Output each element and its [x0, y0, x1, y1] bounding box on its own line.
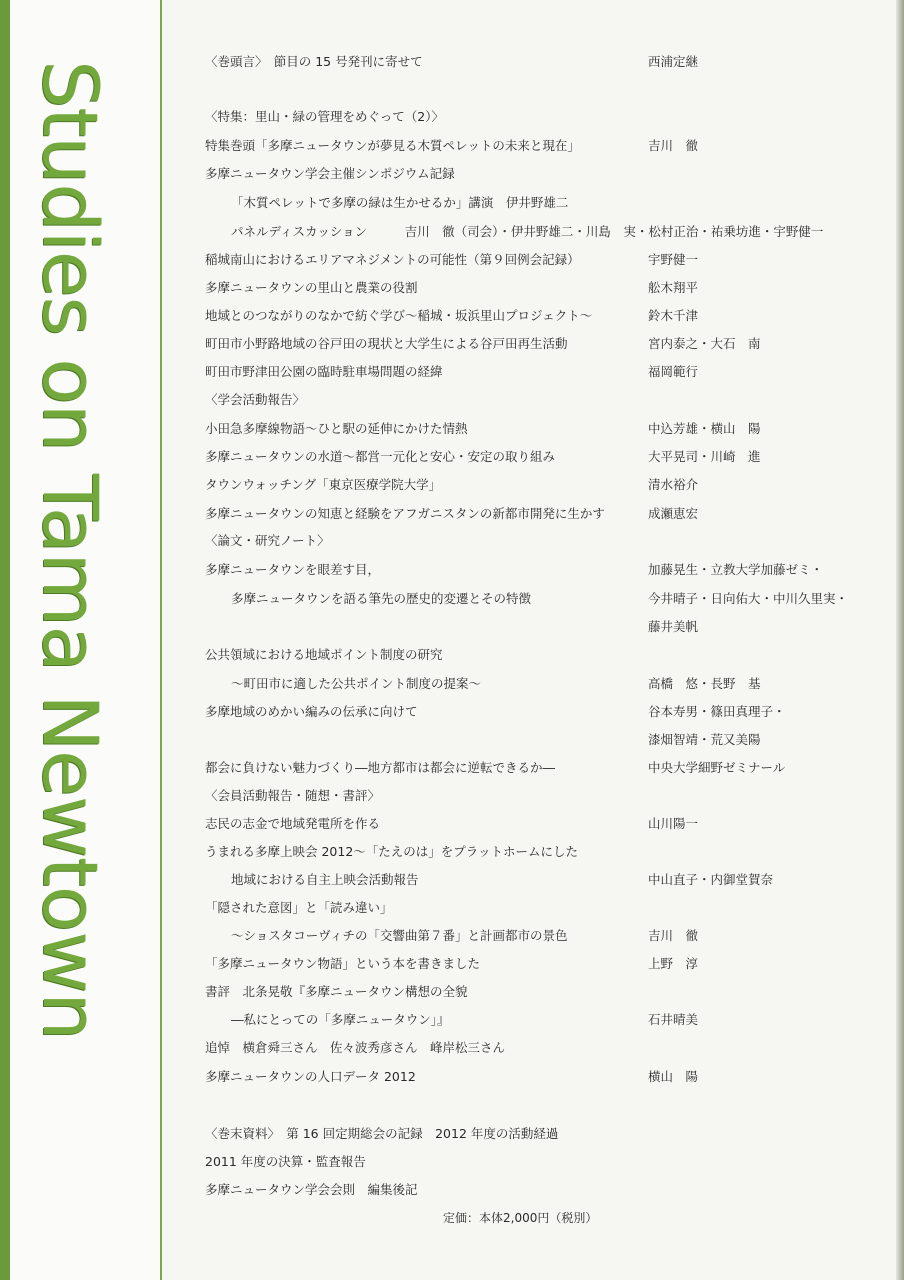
- toc-entry: [205, 278, 865, 298]
- toc-entry: [205, 1152, 865, 1172]
- toc-entry: [205, 645, 865, 665]
- toc-entry-title: 〈特集：里山・緑の管理をめぐって（2）〉: [205, 109, 444, 124]
- toc-entry-title: 都会に負けない魅力づくり―地方都市は都会に逆転できるか―: [205, 760, 556, 775]
- toc-entry-title: ～町田市に適した公共ポイント制度の提案～: [231, 676, 482, 691]
- toc-entry: [205, 758, 865, 778]
- toc-entry: [205, 842, 865, 862]
- toc-entry: [205, 1067, 865, 1087]
- toc-entry-author: 舩木翔平: [648, 280, 699, 295]
- toc-entry: [205, 193, 865, 213]
- toc-entry-author: 宮内泰之・大石 南: [648, 336, 761, 351]
- toc-entry: [205, 730, 865, 750]
- cover-edge-stripe: [0, 0, 10, 1280]
- toc-entry: [205, 250, 865, 270]
- toc-entry-title: ―私にとっての「多摩ニュータウン」』: [231, 1012, 450, 1027]
- toc-entry: [205, 870, 865, 890]
- toc-entry-title: 2011 年度の決算・監査報告: [205, 1154, 366, 1169]
- toc-entry-author: 西浦定継: [648, 54, 699, 69]
- toc-entry-author: 漆畑智靖・荒又美陽: [648, 732, 761, 747]
- toc-entry-title: 町田市小野路地域の谷戸田の現状と大学生による谷戸田再生活動: [205, 336, 568, 351]
- toc-entry: [205, 898, 865, 918]
- toc-entry-title: 多摩ニュータウンの人口データ 2012: [205, 1069, 416, 1084]
- toc-entry: [205, 419, 865, 439]
- toc-entry-author: 今井晴子・日向佑大・中川久里実・: [648, 591, 849, 606]
- toc-entry: [205, 475, 865, 495]
- toc-entry-author: 成瀬恵宏: [648, 506, 699, 521]
- toc-entry-title: 〈巻頭言〉 節目の 15 号発刊に寄せて: [205, 54, 423, 69]
- toc-entry-title: 「木質ペレットで多摩の緑は生かせるか」講演 伊井野雄二: [231, 195, 569, 210]
- toc-entry-author: 清水裕介: [648, 477, 699, 492]
- toc-entry-author: 中山直子・内御堂賀奈: [648, 872, 774, 887]
- toc-entry-author: 中央大学細野ゼミナール: [648, 760, 786, 775]
- toc-entry: [205, 617, 865, 637]
- toc-entry-author: 横山 陽: [648, 1069, 699, 1084]
- toc-entry-title: 「多摩ニュータウン物語」という本を書きました: [205, 956, 481, 971]
- toc-entry-title: 地域における自主上映会活動報告: [231, 872, 419, 887]
- toc-entry-title: 多摩ニュータウンの里山と農業の役割: [205, 280, 418, 295]
- toc-entry-title: 多摩ニュータウン学会主催シンポジウム記録: [205, 166, 455, 181]
- toc-entry: [205, 390, 865, 410]
- toc-entry-title: ～ショスタコーヴィチの「交響曲第７番」と計画都市の景色: [231, 928, 568, 943]
- toc-entry-author: 加藤晃生・立教大学加藤ゼミ・: [648, 562, 824, 577]
- toc-entry-title: 公共領域における地域ポイント制度の研究: [205, 647, 443, 662]
- page-edge-shadow: [896, 0, 904, 1280]
- toc-entry: [205, 982, 865, 1002]
- toc-entry: [205, 306, 865, 326]
- table-of-contents: [205, 0, 865, 1280]
- toc-entry: [205, 107, 865, 127]
- toc-entry: [205, 447, 865, 467]
- price-label: 定価：本体2,000円（税別）: [443, 1211, 598, 1225]
- toc-entry: [205, 786, 865, 806]
- toc-entry: [205, 504, 865, 524]
- toc-entry: [205, 334, 865, 354]
- toc-entry: [205, 222, 865, 242]
- toc-entry-author: 山川陽一: [648, 816, 699, 831]
- toc-entry-title: 多摩ニュータウン学会会則 編集後記: [205, 1182, 418, 1197]
- toc-entry-author: 谷本寿男・篠田真理子・: [648, 704, 786, 719]
- toc-entry-author: 宇野健一: [648, 252, 699, 267]
- toc-entry-author: 上野 淳: [648, 956, 699, 971]
- spine-panel: [10, 0, 162, 1280]
- toc-entry: [205, 362, 865, 382]
- toc-entry: [205, 702, 865, 722]
- toc-entry: [205, 1038, 865, 1058]
- toc-entry-title: うまれる多摩上映会 2012～「たえのは」をプラットホームにした: [205, 844, 579, 859]
- toc-entry-title: パネルディスカッション 吉川 徹（司会）・伊井野雄二・川島 実・松村正治・祐乗坊進・宇野健一: [231, 224, 824, 239]
- toc-entry-author: 中込芳雄・横山 陽: [648, 421, 761, 436]
- toc-entry-title: 多摩ニュータウンを語る筆先の歴史的変遷とその特徴: [231, 591, 532, 606]
- toc-entry: [205, 52, 865, 72]
- toc-entry-title: 追悼 横倉舜三さん 佐々波秀彦さん 峰岸松三さん: [205, 1040, 506, 1055]
- toc-entry: [205, 1180, 865, 1200]
- toc-entry-title: 〈学会活動報告〉: [205, 392, 306, 407]
- toc-entry-title: 地域とのつながりのなかで紡ぐ学び～稲城・坂浜里山プロジェクト～: [205, 308, 593, 323]
- toc-entry-author: 鈴木千津: [648, 308, 699, 323]
- toc-entry-title: 稲城南山におけるエリアマネジメントの可能性（第９回例会記録）: [205, 252, 580, 267]
- toc-entry: [205, 560, 865, 580]
- toc-entry-title: 小田急多摩線物語～ひと駅の延伸にかけた情熱: [205, 421, 468, 436]
- toc-entry-author: 大平晃司・川崎 進: [648, 449, 761, 464]
- toc-entry-title: 多摩ニュータウンの知恵と経験をアフガニスタンの新都市開発に生かす: [205, 506, 605, 521]
- toc-entry-title: 特集巻頭「多摩ニュータウンが夢見る木質ペレットの未来と現在」: [205, 138, 580, 153]
- toc-entry: [205, 926, 865, 946]
- toc-entry-title: 町田市野津田公園の臨時駐車場問題の経緯: [205, 364, 443, 379]
- toc-entry: [205, 1124, 865, 1144]
- toc-entry: [205, 1010, 865, 1030]
- toc-entry: [205, 589, 865, 609]
- toc-entry-title: 志民の志金で地域発電所を作る: [205, 816, 381, 831]
- toc-entry: [205, 814, 865, 834]
- toc-entry: [205, 674, 865, 694]
- toc-entry-title: 〈論文・研究ノート〉: [205, 533, 330, 548]
- toc-entry-title: 〈巻末資料〉 第 16 回定期総会の記録 2012 年度の活動経過: [205, 1126, 559, 1141]
- journal-title: Studies on Tama Newtown: [26, 60, 115, 1040]
- toc-entry-title: 多摩ニュータウンを眼差す目，: [205, 562, 381, 577]
- toc-entry-title: 書評 北条晃敬『多摩ニュータウン構想の全貌: [205, 984, 468, 999]
- toc-entry-author: 吉川 徹: [648, 928, 699, 943]
- toc-entry-author: 福岡範行: [648, 364, 699, 379]
- toc-entry-author: 吉川 徹: [648, 138, 699, 153]
- toc-entry: [205, 136, 865, 156]
- toc-entry-title: 多摩地域のめかい編みの伝承に向けて: [205, 704, 418, 719]
- toc-entry-title: 多摩ニュータウンの水道～都営一元化と安心・安定の取り組み: [205, 449, 556, 464]
- toc-entry-title: 「隠された意図」と「読み違い」: [205, 900, 393, 915]
- toc-entry-author: 石井晴美: [648, 1012, 699, 1027]
- toc-entry: [205, 531, 865, 551]
- toc-entry-author: 藤井美帆: [648, 619, 699, 634]
- toc-entry: [205, 954, 865, 974]
- toc-entry: [205, 164, 865, 184]
- toc-entry-author: 高橋 悠・長野 基: [648, 676, 761, 691]
- toc-entry-title: タウンウォッチング「東京医療学院大学」: [205, 477, 442, 492]
- toc-entry-title: 〈会員活動報告・随想・書評〉: [205, 788, 381, 803]
